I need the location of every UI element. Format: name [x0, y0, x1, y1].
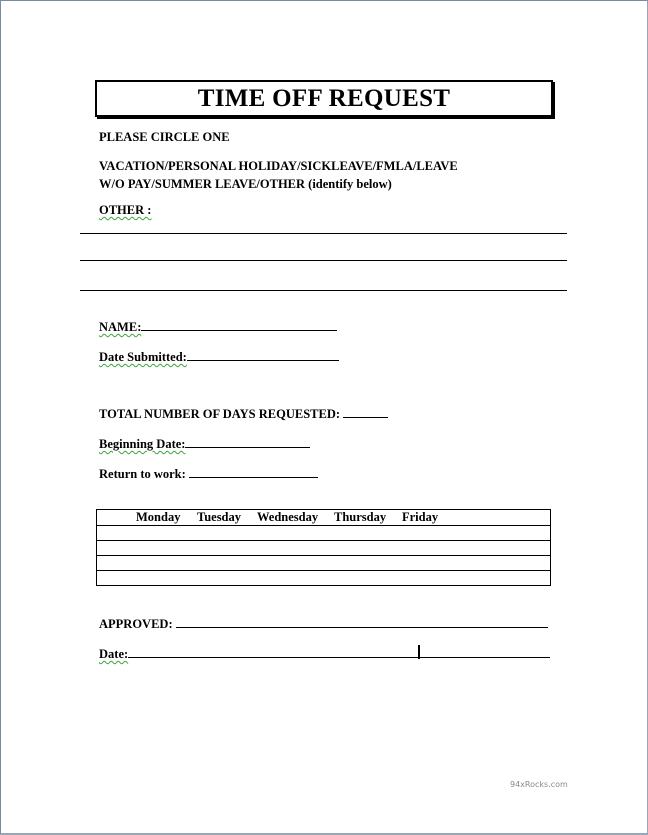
other-line-3[interactable]: [80, 290, 567, 291]
total-days-row: [99, 405, 388, 422]
beginning-date-field[interactable]: [185, 435, 310, 448]
other-line-1[interactable]: [80, 233, 567, 234]
day-header-tuesday: Tuesday: [197, 510, 242, 524]
total-days-label: TOTAL NUMBER OF DAYS REQUESTED:: [99, 407, 341, 421]
date-submitted-field[interactable]: [187, 348, 339, 361]
date-row: [99, 645, 550, 662]
date-submitted-row: [99, 348, 339, 365]
name-label: NAME:: [99, 320, 142, 334]
approved-field[interactable]: [176, 615, 548, 628]
table-row[interactable]: [97, 556, 551, 571]
approved-label: APPROVED:: [99, 617, 173, 631]
return-to-work-label: Return to work:: [99, 467, 186, 481]
leave-options-line-2: W/O PAY/SUMMER LEAVE/OTHER (identify below): [99, 177, 392, 191]
days-header-cell: [97, 510, 551, 526]
table-row[interactable]: [97, 541, 551, 556]
day-header-monday: Monday: [136, 510, 181, 524]
other-line-2[interactable]: [80, 260, 567, 261]
date-label: Date:: [99, 647, 129, 661]
name-row: [99, 318, 337, 335]
day-header-thursday: Thursday: [334, 510, 387, 524]
table-row[interactable]: [97, 526, 551, 541]
table-cell[interactable]: [97, 541, 551, 556]
watermark: 94xRocks.com: [510, 780, 568, 789]
text-cursor: [418, 645, 420, 659]
date-submitted-label: Date Submitted:: [99, 350, 187, 364]
date-field-left[interactable]: [128, 645, 418, 658]
table-row[interactable]: [97, 571, 551, 586]
beginning-date-row: [99, 435, 310, 452]
days-header-row: [97, 510, 551, 526]
day-header-friday: Friday: [402, 510, 439, 524]
date-field-right[interactable]: [420, 645, 550, 658]
table-cell[interactable]: [97, 526, 551, 541]
approved-row: [99, 615, 548, 632]
table-cell[interactable]: [97, 571, 551, 586]
return-to-work-row: [99, 465, 318, 482]
leave-options-line-1: VACATION/PERSONAL HOLIDAY/SICKLEAVE/FMLA/LEAVE: [99, 159, 458, 173]
name-field[interactable]: [141, 318, 337, 331]
return-to-work-field[interactable]: [189, 465, 318, 478]
total-days-field[interactable]: [343, 405, 388, 418]
beginning-date-label: Beginning Date:: [99, 437, 186, 451]
circle-one-instruction: PLEASE CIRCLE ONE: [99, 130, 230, 144]
days-table: [96, 509, 551, 586]
form-title: TIME OFF REQUEST: [95, 80, 553, 117]
day-header-wednesday: Wednesday: [257, 510, 319, 524]
other-label: OTHER :: [99, 203, 152, 217]
table-cell[interactable]: [97, 556, 551, 571]
